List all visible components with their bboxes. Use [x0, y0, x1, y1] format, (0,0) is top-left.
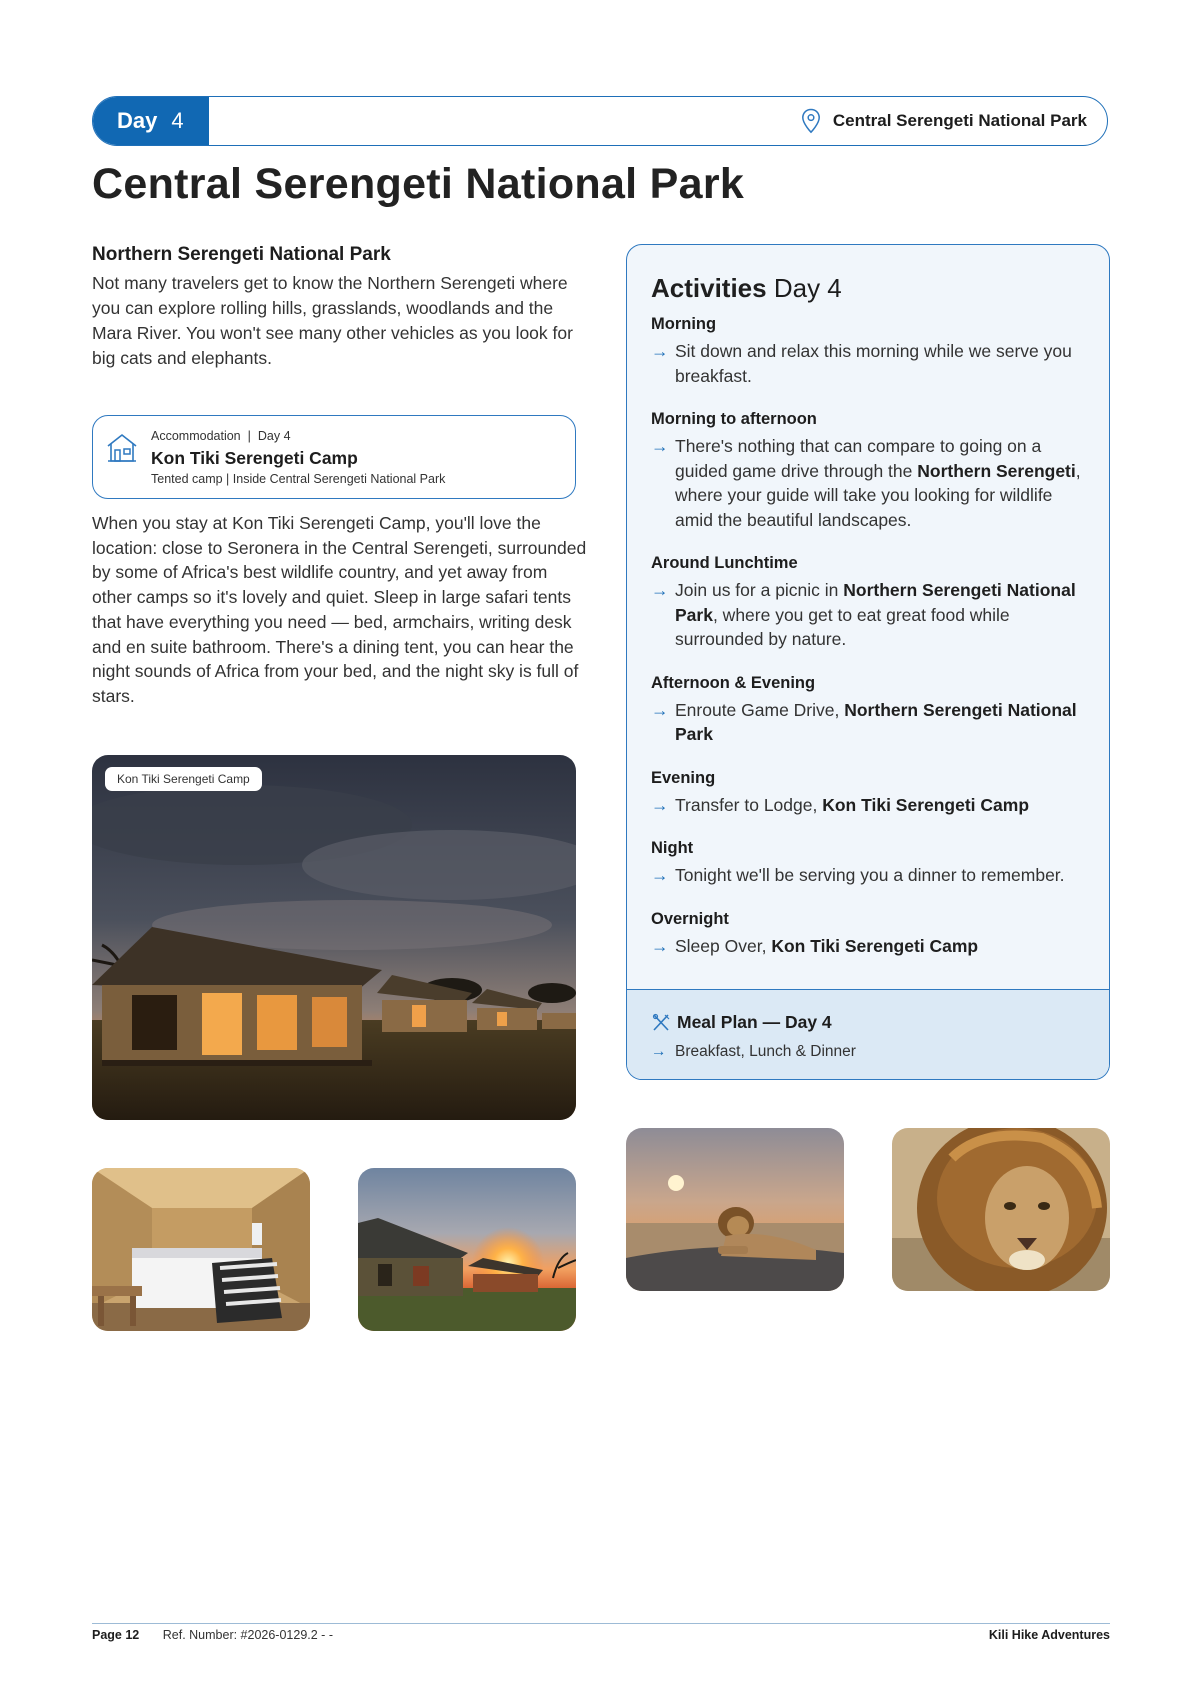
activity-evening — [651, 769, 1091, 818]
meal-plan-meals-text: Breakfast, Lunch & Dinner — [675, 1043, 856, 1060]
banner-location-text: Central Serengeti National Park — [832, 111, 1087, 130]
footer-divider — [92, 1623, 1110, 1624]
arrow-right-icon: → — [651, 794, 669, 815]
lion-on-rock-photo — [626, 1128, 844, 1291]
activity-text: There's nothing that can compare to going on a guided game drive through the Northern Serengeti, where your guide will take you looking for wildlife amid the beautiful landscapes. — [675, 436, 1081, 530]
activity-morning-to-afternoon — [651, 410, 1091, 532]
meal-plan-meals — [651, 1043, 856, 1061]
arrow-right-icon: → — [651, 1043, 667, 1060]
activity-text: Sleep Over, Kon Tiki Serengeti Camp — [675, 935, 979, 956]
activity-text: Transfer to Lodge, Kon Tiki Serengeti Camp — [675, 794, 1030, 815]
activity-time: Morning to afternoon — [651, 410, 817, 428]
activity-time: Evening — [651, 768, 716, 787]
accommodation-day: Day 4 — [257, 429, 291, 443]
activity-text: Sit down and relax this morning while we serve you breakfast. — [675, 341, 1072, 386]
activities-title-day: Day 4 — [773, 273, 842, 303]
tent-interior-photo — [92, 1168, 310, 1331]
arrow-right-icon: → — [651, 341, 669, 361]
activity-around-lunchtime — [651, 554, 1091, 652]
activity-text: Enroute Game Drive, Northern Serengeti National Park — [675, 699, 1077, 744]
activities-title — [651, 273, 842, 304]
house-icon — [105, 432, 139, 464]
meal-plan-title — [651, 1012, 832, 1033]
reference-number: Ref. Number: #2026-0129.2 - - — [162, 1628, 333, 1642]
lion-closeup-photo — [892, 1128, 1110, 1291]
page-number: Page 12 — [92, 1628, 140, 1642]
camp-sunset-photo — [358, 1168, 576, 1331]
photo-caption-tag: Kon Tiki Serengeti Camp — [105, 767, 262, 791]
activity-time: Around Lunchtime — [651, 554, 798, 572]
camp-photo-main — [92, 755, 576, 1120]
meal-plan-title-text: Meal Plan — Day 4 — [677, 1012, 832, 1032]
accommodation-card — [92, 415, 576, 499]
banner-location — [801, 97, 1087, 145]
intro-heading: Northern Serengeti National Park — [92, 244, 391, 265]
arrow-right-icon: → — [651, 580, 669, 600]
arrow-right-icon: → — [651, 699, 669, 720]
day-badge — [93, 97, 209, 145]
intro-text: Not many travelers get to know the Northern Serengeti where you can explore rolling hills, grasslands, woodlands and the Mara River. You won't see many other vehicles as you look for big cats and elephants. — [92, 273, 573, 368]
day-number: 4 — [171, 108, 184, 133]
accommodation-description: Tented camp | Inside Central Serengeti National Park — [151, 472, 446, 486]
location-pin-icon — [801, 108, 821, 134]
activity-night — [651, 839, 1091, 888]
company-name: Kili Hike Adventures — [988, 1628, 1110, 1642]
day-word: Day — [117, 108, 158, 133]
activity-overnight — [651, 910, 1091, 959]
accommodation-name: Kon Tiki Serengeti Camp — [151, 448, 358, 468]
footer-left — [92, 1628, 333, 1642]
utensils-icon — [651, 1013, 671, 1033]
activity-time: Afternoon & Evening — [651, 673, 816, 692]
activity-time: Morning — [651, 315, 717, 333]
meal-plan — [627, 989, 1109, 1079]
activities-list — [651, 315, 1091, 980]
activity-morning — [651, 315, 1091, 388]
activities-panel — [626, 244, 1110, 1080]
day-banner — [92, 96, 1108, 146]
activity-text: Join us for a picnic in Northern Serengeti National Park, where you get to eat great food while surrounded by nature. — [675, 580, 1076, 649]
accommodation-meta: Accommodation | Day 4 — [151, 429, 291, 443]
activity-time: Night — [651, 839, 694, 857]
activity-afternoon-evening — [651, 674, 1091, 747]
arrow-right-icon: → — [651, 935, 669, 956]
activity-text: Tonight we'll be serving you a dinner to remember. — [675, 865, 1065, 885]
accommodation-label: Accommodation — [151, 429, 241, 443]
activities-title-bold: Activities — [651, 273, 767, 303]
arrow-right-icon: → — [651, 436, 669, 456]
arrow-right-icon: → — [651, 865, 669, 885]
page-title: Central Serengeti National Park — [92, 160, 745, 208]
activity-time: Overnight — [651, 909, 729, 928]
stay-description: When you stay at Kon Tiki Serengeti Camp, you'll love the location: close to Seronera in the Central Serengeti, surrounded by some of Africa's best wildlife country, and yet away from other camps so it's lovely and quiet. Sleep in large safari tents that have everything you need — bed, armchairs, writing desk and en suite bathroom. There's a dining tent, you can hear the night sounds of Africa from your bed, and the night sky is full of stars. — [92, 513, 587, 706]
